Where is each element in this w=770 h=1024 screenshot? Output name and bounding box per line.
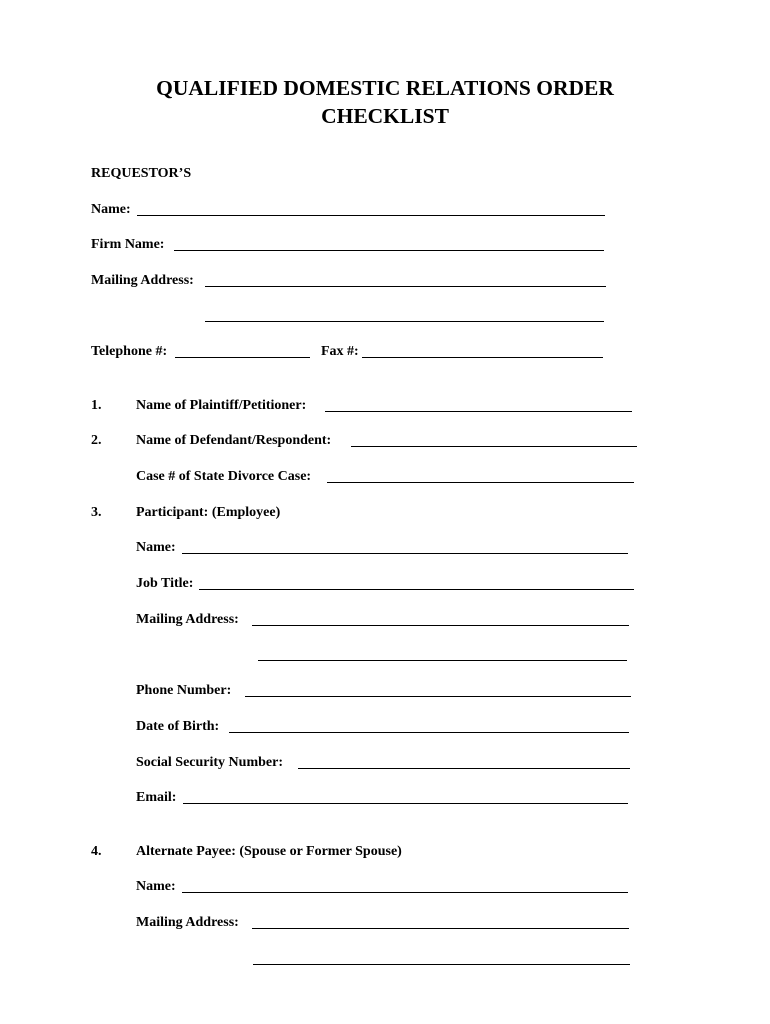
participant-email-label: Email: bbox=[136, 790, 177, 805]
participant-name-line bbox=[182, 553, 628, 554]
item-4-number: 4. bbox=[91, 844, 102, 859]
alternate-payee-heading: Alternate Payee: (Spouse or Former Spouse) bbox=[136, 844, 402, 859]
participant-phone-field[interactable] bbox=[245, 680, 631, 696]
alternate-payee-address-field-2[interactable] bbox=[253, 948, 630, 964]
defendant-name-field[interactable] bbox=[351, 430, 637, 446]
requestor-address-line bbox=[205, 286, 606, 287]
title-line-1: QUALIFIED DOMESTIC RELATIONS ORDER bbox=[156, 76, 614, 100]
page-title bbox=[0, 74, 770, 130]
participant-dob-label: Date of Birth: bbox=[136, 719, 220, 734]
requestor-firm-line bbox=[174, 250, 604, 251]
participant-name-label: Name: bbox=[136, 540, 176, 555]
participant-job-line bbox=[199, 589, 634, 590]
requestor-fax-label: Fax #: bbox=[321, 344, 359, 359]
alternate-payee-name-field[interactable] bbox=[182, 876, 628, 892]
participant-dob-line bbox=[229, 732, 629, 733]
participant-dob-field[interactable] bbox=[229, 716, 629, 732]
participant-job-field[interactable] bbox=[199, 573, 634, 589]
requestor-name-label: Name: bbox=[91, 202, 131, 217]
participant-address-line bbox=[252, 625, 629, 626]
plaintiff-name-line bbox=[325, 411, 632, 412]
item-3-number: 3. bbox=[91, 505, 102, 520]
requestor-telephone-line bbox=[175, 357, 310, 358]
plaintiff-name-field[interactable] bbox=[325, 395, 632, 411]
participant-email-line bbox=[183, 803, 628, 804]
requestor-telephone-field[interactable] bbox=[175, 341, 310, 357]
requestor-fax-line bbox=[362, 357, 603, 358]
participant-phone-label: Phone Number: bbox=[136, 683, 232, 698]
requestor-firm-field[interactable] bbox=[174, 234, 604, 250]
requestor-telephone-label: Telephone #: bbox=[91, 344, 168, 359]
participant-address-field-2[interactable] bbox=[258, 644, 627, 660]
alternate-payee-name-line bbox=[182, 892, 628, 893]
requestor-address-field[interactable] bbox=[205, 270, 606, 286]
participant-job-label: Job Title: bbox=[136, 576, 194, 591]
case-number-field[interactable] bbox=[327, 466, 634, 482]
participant-address-line-2 bbox=[258, 660, 627, 661]
plaintiff-name-label: Name of Plaintiff/Petitioner: bbox=[136, 398, 307, 413]
participant-phone-line bbox=[245, 696, 631, 697]
alternate-payee-address-line bbox=[252, 928, 629, 929]
participant-name-field[interactable] bbox=[182, 537, 628, 553]
participant-email-field[interactable] bbox=[183, 787, 628, 803]
participant-heading: Participant: (Employee) bbox=[136, 505, 281, 520]
requestor-fax-field[interactable] bbox=[362, 341, 603, 357]
item-1-number: 1. bbox=[91, 398, 102, 413]
participant-ssn-line bbox=[298, 768, 630, 769]
participant-address-label: Mailing Address: bbox=[136, 612, 239, 627]
participant-ssn-label: Social Security Number: bbox=[136, 755, 283, 770]
requestor-address-label: Mailing Address: bbox=[91, 273, 194, 288]
title-line-2: CHECKLIST bbox=[321, 104, 449, 128]
requestor-address-line-2 bbox=[205, 321, 604, 322]
participant-address-field[interactable] bbox=[252, 609, 629, 625]
participant-ssn-field[interactable] bbox=[298, 752, 630, 768]
item-2-number: 2. bbox=[91, 433, 102, 448]
alternate-payee-address-label: Mailing Address: bbox=[136, 915, 239, 930]
alternate-payee-address-line-2 bbox=[253, 964, 630, 965]
case-number-label: Case # of State Divorce Case: bbox=[136, 469, 312, 484]
alternate-payee-address-field[interactable] bbox=[252, 912, 629, 928]
defendant-name-label: Name of Defendant/Respondent: bbox=[136, 433, 332, 448]
requestor-address-field-2[interactable] bbox=[205, 305, 604, 321]
requestor-name-field[interactable] bbox=[137, 199, 605, 215]
alternate-payee-name-label: Name: bbox=[136, 879, 176, 894]
requestor-heading: REQUESTOR’S bbox=[91, 166, 192, 181]
case-number-line bbox=[327, 482, 634, 483]
defendant-name-line bbox=[351, 446, 637, 447]
requestor-firm-label: Firm Name: bbox=[91, 237, 165, 252]
requestor-name-line bbox=[137, 215, 605, 216]
